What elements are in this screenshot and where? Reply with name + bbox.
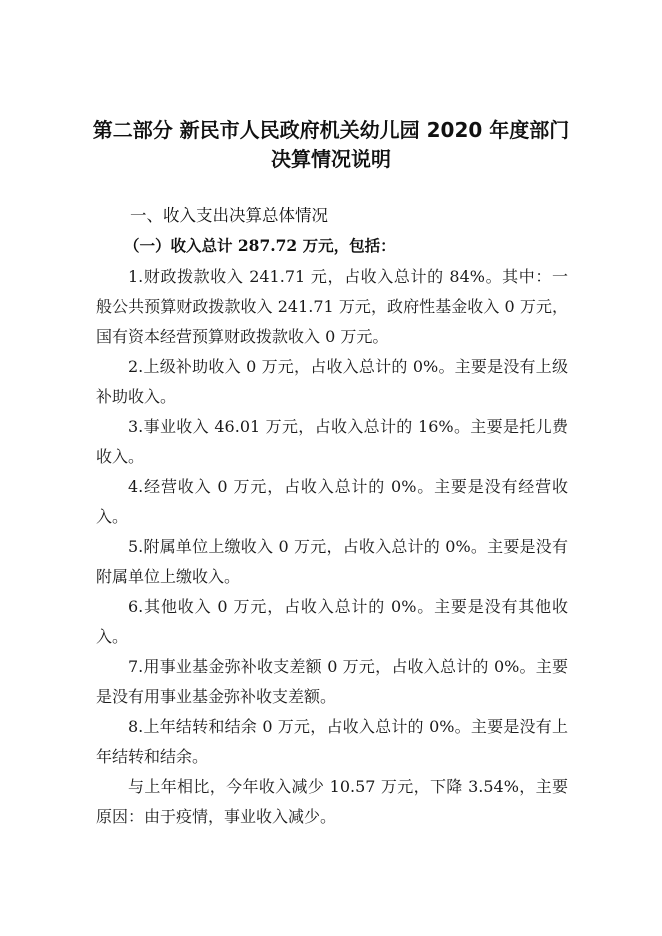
paragraph-operating-income: 4.经营收入 0 万元，占收入总计的 0%。主要是没有经营收入。 xyxy=(96,477,568,526)
paragraph-higher-subsidy: 2.上级补助收入 0 万元，占收入总计的 0%。主要是没有上级补助收入。 xyxy=(96,357,568,406)
paragraph-fiscal-allocation: 1.财政拨款收入 241.71 元，占收入总计的 84%。其中：一般公共预算财政拨款收入 241.71 万元，政府性基金收入 0 万元，国有资本经营预算财政拨款收入 0 万元。 xyxy=(96,267,568,346)
document-title-line-2: 决算情况说明 xyxy=(271,147,391,171)
paragraph-business-fund: 7.用事业基金弥补收支差额 0 万元，占收入总计的 0%。主要是没有用事业基金弥补收支差额。 xyxy=(96,657,568,706)
subsection-heading: （一）收入总计 287.72 万元，包括： xyxy=(124,236,396,255)
paragraph-year-comparison: 与上年相比，今年收入减少 10.57 万元，下降 3.54%，主要原因：由于疫情，事业收入减少。 xyxy=(96,777,568,826)
paragraph-carryover: 8.上年结转和结余 0 万元，占收入总计的 0%。主要是没有上年结转和结余。 xyxy=(96,717,568,766)
paragraph-business-income: 3.事业收入 46.01 万元，占收入总计的 16%。主要是托儿费收入。 xyxy=(96,417,568,466)
section-heading: 一、收入支出决算总体情况 xyxy=(130,206,328,225)
paragraph-other-income: 6.其他收入 0 万元，占收入总计的 0%。主要是没有其他收入。 xyxy=(96,597,568,646)
document-title-line-1: 第二部分 新民市人民政府机关幼儿园 2020 年度部门 xyxy=(92,118,570,142)
paragraph-affiliated-unit-income: 5.附属单位上缴收入 0 万元，占收入总计的 0%。主要是没有附属单位上缴收入。 xyxy=(96,537,568,586)
